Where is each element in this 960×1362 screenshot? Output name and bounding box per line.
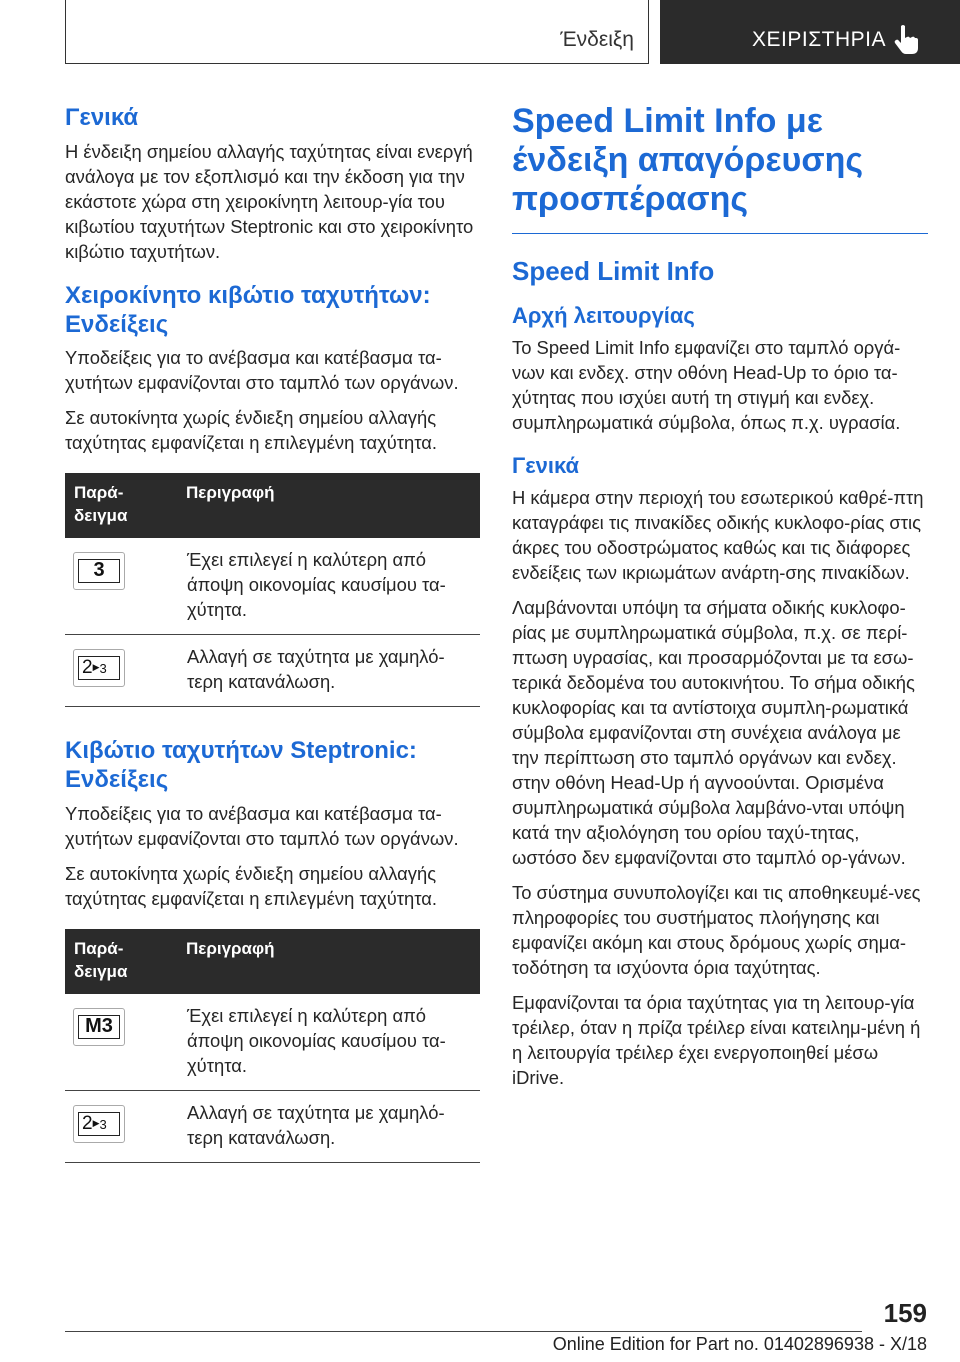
- paragraph-navigation: Το σύστημα συνυπολογίζει και τις αποθηκευμέ-νες πληροφορίες του συστήματος πλοήγησης και εμφανίζει ακόμη και στους δρόμους χωρίς σημα-τοδότηση τα ισχύοντα όρια ταχύτητας.: [512, 882, 921, 978]
- page-number: 159: [883, 1298, 927, 1328]
- shift-arrow-icon: ▶: [92, 662, 100, 673]
- row-description: Αλλαγή σε ταχύτητα με χαμηλό-τερη κατανάλωση.: [187, 1101, 445, 1148]
- table-row: [65, 635, 480, 707]
- table-row: [65, 994, 480, 1091]
- manual-paragraph-2: Σε αυτοκίνητα χωρίς ένδιεξη σημείου αλλαγής ταχύτητας εμφανίζεται η επιλεγμένη ταχύτητα.: [65, 407, 438, 454]
- paragraph-camera: Η κάμερα στην περιοχή του εσωτερικού καθρέ-πτη καταγράφει τις πινακίδες οδικής κυκλοφο-ρίας στις άκρες του οδοστρώματος καθώς και τις διάφορες ενδείξεις των ικριωμάτων ανάρτη-σης πινακίδων.: [512, 487, 924, 583]
- general-heading: Γενικά: [65, 104, 139, 131]
- row-description: Έχει επιλεγεί η καλύτερη από άποψη οικονομίας καυσίμου τα-χύτητα.: [187, 549, 446, 621]
- manual-gear-table: [65, 473, 480, 707]
- header-chapter-tab: [660, 0, 960, 64]
- paragraph-signs: Λαμβάνονται υπόψη τα σήματα οδικής κυκλοφο-ρίας με συμπληρωματικά σύμβολα, π.χ. σε περί-πτωση υγρασίας, και προσαρμόζονται με τα εσω-τερικά δεδομένα του αυτοκινήτου. Το σήμα οδικής κυκλοφορίας και τα αντίστοιχα συμπλη-ρωματικά σύμβολα εμφανίζονται στη συνέχεια ανάλογα με την περίπτωση στο ταμπλό οργάνων και ενδεχ. στην οθόνη Head-Up ή αγνοούνται. Ορισμένα συμπληρωματικά σύμβολα λαμβάνο-νται υπόψη κατά την αξιολόγηση του ορίου ταχύ-τητας, ωστόσο δεν εμφανίζονται στο ταμπλό ορ-γάνων.: [512, 597, 915, 868]
- footer-divider: [65, 1331, 862, 1332]
- general-heading-right: Γενικά: [512, 453, 580, 478]
- steptronic-heading: Κιβώτιο ταχυτήτων Steptronic: Ενδείξεις: [65, 737, 417, 794]
- row-description: Αλλαγή σε ταχύτητα με χαμηλό-τερη κατανάλωση.: [187, 646, 445, 693]
- column-header-description: Περιγραφή: [186, 483, 275, 503]
- steptronic-paragraph-1: Υποδείξεις για το ανέβασμα και κατέβασμα τα-χυτήτων εμφανίζονται στο ταμπλό των οργάνων.: [65, 802, 459, 849]
- shift-to-gear: 3: [99, 661, 107, 677]
- general-paragraph: Η ένδειξη σημείου αλλαγής ταχύτητας είναι ενεργή ανάλογα με τον εξοπλισμό και την έκδοση για την εκάστοτε χώρα στη χειροκίνητη λειτουρ-γία του κιβωτίου ταχυτήτων Steptronic και στο χειροκίνητο κιβώτιο ταχυτήτων.: [65, 140, 474, 262]
- column-header-example: Παρά-δειγμα: [74, 483, 128, 526]
- gear-indicator-symbol: [73, 552, 125, 590]
- left-column: [65, 98, 480, 1193]
- column-header-description: Περιγραφή: [186, 938, 275, 958]
- table-row: [65, 1091, 480, 1163]
- right-column: [512, 98, 928, 1100]
- table-row: [65, 538, 480, 635]
- principle-paragraph: Το Speed Limit Info εμφανίζει στο ταμπλό οργά-νων και ενδεχ. στην οθόνη Head-Up το όριο τα-χύτητας που ισχύει αυτή τη στιγμή και ενδεχ. συμπληρωματικά σύμβολα, όπως π.χ. υγρασία.: [512, 337, 901, 433]
- gear-number: M3: [78, 1015, 120, 1039]
- paragraph-trailer: Εμφανίζονται τα όρια ταχύτητας για τη λειτουρ-γία τρέιλερ, όταν η πρίζα τρέιλερ είναι κατειλημ-μένη ή η λειτουργία τρέιλερ έχει ενεργοποιηθεί μέσω iDrive.: [512, 992, 921, 1088]
- shift-to-gear: 3: [99, 1116, 107, 1132]
- title-divider: [512, 233, 928, 234]
- chapter-label: ΧΕΙΡΙΣΤΗΡΙΑ: [752, 28, 887, 51]
- gear-indicator-symbol: [73, 1008, 125, 1046]
- column-header-example: Παρά-δειγμα: [74, 938, 128, 981]
- steptronic-gear-table: [65, 929, 480, 1163]
- shift-from-gear: 2: [82, 657, 93, 679]
- main-title: Speed Limit Info με ένδειξη απαγόρευσης προσπέρασης: [512, 102, 864, 218]
- manual-paragraph-1: Υποδείξεις για το ανέβασμα και κατέβασμα τα-χυτήτων εμφανίζονται στο ταμπλό των οργάνων.: [65, 347, 459, 394]
- table-header: [65, 929, 480, 994]
- table-header: [65, 473, 480, 538]
- steptronic-paragraph-2: Σε αυτοκίνητα χωρίς ένδιεξη σημείου αλλαγής ταχύτητας εμφανίζεται η επιλεγμένη ταχύτητα.: [65, 862, 438, 909]
- header-section-box: [65, 0, 649, 64]
- shift-arrow-icon: ▶: [92, 1117, 100, 1128]
- row-description: Έχει επιλεγεί η καλύτερη από άποψη οικονομίας καυσίμου τα-χύτητα.: [187, 1004, 446, 1076]
- hand-pointer-icon: [890, 24, 920, 56]
- footer-edition-text: Online Edition for Part no. 01402896938 - X/18: [552, 1334, 927, 1354]
- speed-limit-info-heading: Speed Limit Info: [512, 256, 715, 286]
- shift-from-gear: 2: [82, 1112, 93, 1134]
- shift-indicator-symbol: [73, 649, 125, 687]
- manual-gearbox-heading: Χειροκίνητο κιβώτιο ταχυτήτων: Ενδείξεις: [65, 281, 431, 338]
- section-label: Ένδειξη: [560, 28, 634, 51]
- principle-heading: Αρχή λειτουργίας: [512, 303, 695, 328]
- gear-number: 3: [78, 559, 120, 583]
- shift-indicator-symbol: [73, 1105, 125, 1143]
